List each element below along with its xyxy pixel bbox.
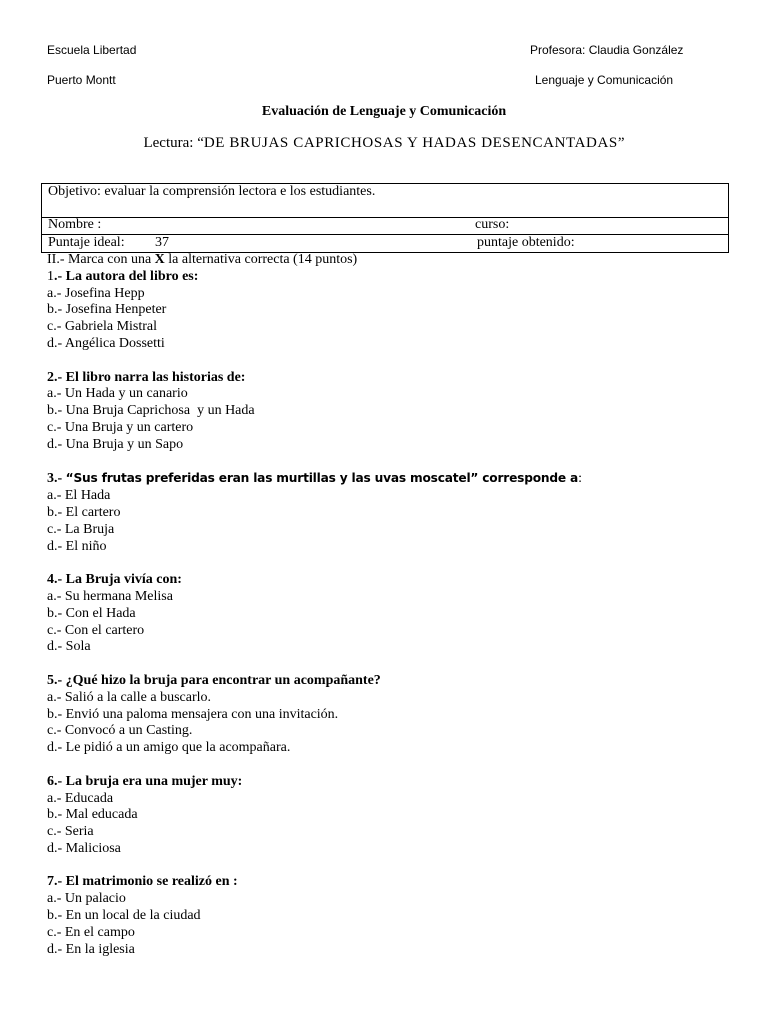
option-b[interactable]: b.- El cartero — [47, 504, 121, 520]
question-number: 3.- — [47, 471, 66, 487]
option-d[interactable]: d.- Angélica Dossetti — [47, 335, 165, 351]
option-a[interactable]: a.- Su hermana Melisa — [47, 588, 173, 604]
question-heading: 2.- El libro narra las historias de: — [47, 369, 246, 385]
question-heading: 4.- La Bruja vivía con: — [47, 572, 182, 588]
option-a[interactable]: a.- Salió a la calle a buscarlo. — [47, 689, 212, 705]
reading-name: DE BRUJAS CAPRICHOSAS Y HADAS DESENCANTADAS — [203, 135, 618, 151]
question-suffix: : — [578, 471, 582, 487]
option-c[interactable]: c.- Una Bruja y un cartero — [47, 419, 194, 435]
instruction-mark: X — [154, 252, 165, 267]
question-7 — [47, 874, 737, 958]
option-c[interactable]: c.- Con el cartero — [47, 622, 145, 638]
score-row — [42, 235, 728, 252]
name-label: Nombre : — [48, 217, 102, 232]
question-text: “Sus frutas preferidas eran las murtillas y las uvas moscatel” corresponde a — [65, 471, 579, 486]
option-a[interactable]: a.- Educada — [47, 790, 114, 806]
question-heading: 7.- El matrimonio se realizó en : — [47, 874, 238, 890]
ideal-score-label: Puntaje ideal: — [48, 235, 125, 250]
option-d[interactable]: d.- Sola — [47, 639, 91, 655]
option-c[interactable]: c.- Seria — [47, 824, 94, 840]
obtained-score-label: puntaje obtenido: — [477, 235, 575, 250]
instruction — [47, 252, 737, 269]
reading-prefix: Lectura: “ — [143, 135, 204, 151]
option-d[interactable]: d.- Una Bruja y un Sapo — [47, 436, 184, 452]
name-row — [42, 217, 728, 235]
question-text: .- La autora del libro es: — [54, 268, 199, 284]
city-name: Puerto Montt — [47, 73, 116, 87]
reading-title — [0, 135, 768, 152]
option-a[interactable]: a.- Un Hada y un canario — [47, 386, 188, 402]
option-b[interactable]: b.- Mal educada — [47, 807, 138, 823]
question-heading: 5.- ¿Qué hizo la bruja para encontrar un acompañante? — [47, 672, 381, 688]
question-4 — [47, 572, 737, 656]
option-d[interactable]: d.- El niño — [47, 538, 107, 554]
question-1 — [47, 269, 737, 353]
option-c[interactable]: c.- Gabriela Mistral — [47, 319, 158, 335]
exam-content — [47, 252, 737, 958]
question-3 — [47, 470, 737, 555]
option-a[interactable]: a.- Josefina Hepp — [47, 285, 145, 301]
instruction-before: II.- Marca con una — [47, 252, 155, 267]
student-info-table — [41, 183, 729, 253]
option-c[interactable]: c.- En el campo — [47, 924, 135, 940]
instruction-after: la alternativa correcta (14 puntos) — [164, 252, 358, 267]
question-heading — [47, 470, 737, 488]
course-label: curso: — [475, 217, 510, 232]
ideal-score-value: 37 — [155, 235, 169, 250]
question-6 — [47, 774, 737, 858]
option-b[interactable]: b.- Con el Hada — [47, 605, 136, 621]
page-title: Evaluación de Lenguaje y Comunicación — [261, 104, 507, 119]
question-2 — [47, 370, 737, 454]
option-c[interactable]: c.- Convocó a un Casting. — [47, 723, 193, 739]
objective-row — [42, 184, 728, 218]
option-c[interactable]: c.- La Bruja — [47, 521, 115, 537]
question-heading — [47, 269, 737, 286]
teacher-name: Profesora: Claudia González — [530, 43, 684, 57]
option-d[interactable]: d.- Maliciosa — [47, 840, 121, 856]
option-b[interactable]: b.- Envió una paloma mensajera con una invitación. — [47, 706, 339, 722]
question-number: 1 — [47, 268, 54, 284]
reading-suffix: ” — [617, 135, 625, 151]
option-b[interactable]: b.- En un local de la ciudad — [47, 908, 201, 924]
school-name: Escuela Libertad — [47, 43, 137, 57]
option-b[interactable]: b.- Josefina Henpeter — [47, 302, 167, 318]
option-d[interactable]: d.- Le pidió a un amigo que la acompañara. — [47, 740, 291, 756]
option-a[interactable]: a.- Un palacio — [47, 891, 126, 907]
option-d[interactable]: d.- En la iglesia — [47, 941, 135, 957]
option-a[interactable]: a.- El Hada — [47, 488, 111, 504]
question-5 — [47, 673, 737, 757]
objective-text: Objetivo: evaluar la comprensión lectora e los estudiantes. — [48, 184, 376, 199]
subject-name: Lenguaje y Comunicación — [535, 73, 674, 87]
option-b[interactable]: b.- Una Bruja Caprichosa y un Hada — [47, 403, 255, 419]
question-heading: 6.- La bruja era una mujer muy: — [47, 773, 243, 789]
